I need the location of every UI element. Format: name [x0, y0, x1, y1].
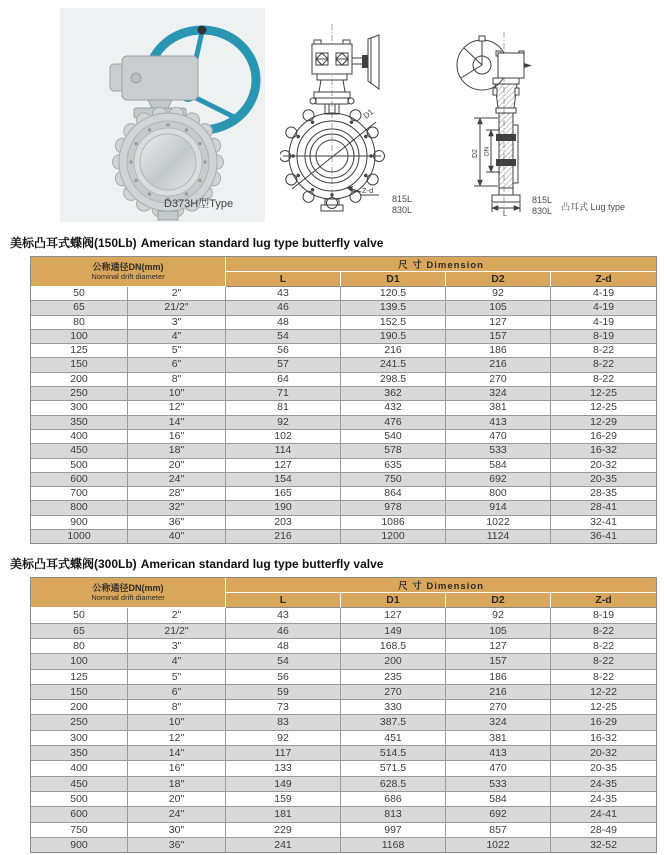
table-cell: 381 — [446, 731, 551, 746]
l-dim-label: L — [503, 211, 507, 218]
table-cell: 80 — [31, 316, 128, 330]
table2-header — [31, 578, 656, 608]
table-cell: 12-25 — [551, 401, 656, 415]
table-cell: 692 — [446, 807, 551, 822]
table-cell: 83 — [226, 715, 341, 730]
table-cell: 12" — [128, 731, 226, 746]
table-cell: 127 — [226, 459, 341, 473]
table-row — [31, 838, 656, 852]
table-cell: 270 — [341, 685, 446, 700]
table-cell: 298.5 — [341, 373, 446, 387]
table-cell: 16" — [128, 430, 226, 444]
table1-title-en: American standard lug type butterfly valve — [140, 236, 384, 250]
table-cell: 159 — [226, 792, 341, 807]
table-cell: 190 — [226, 501, 341, 515]
gearbox — [110, 56, 198, 100]
table-row — [31, 287, 656, 301]
table-cell: 362 — [341, 387, 446, 401]
table-cell: 413 — [446, 746, 551, 761]
table-cell: 21/2" — [128, 301, 226, 315]
table-cell: 127 — [446, 639, 551, 654]
table-cell: 692 — [446, 473, 551, 487]
table-cell: 1022 — [446, 516, 551, 530]
table-row — [31, 430, 656, 444]
table-cell: 800 — [446, 487, 551, 501]
table-cell: 125 — [31, 670, 128, 685]
table1-title — [10, 236, 664, 251]
table-cell: 229 — [226, 823, 341, 838]
table-cell: 476 — [341, 416, 446, 430]
table-cell: 43 — [226, 608, 341, 623]
table-cell: 24" — [128, 473, 226, 487]
table-cell: 8-22 — [551, 373, 656, 387]
table-cell: 165 — [226, 487, 341, 501]
table-cell: 270 — [446, 700, 551, 715]
table-cell: 186 — [446, 344, 551, 358]
table-cell: 12-22 — [551, 685, 656, 700]
col-header-d2: D2 — [446, 593, 551, 608]
table-row — [31, 530, 656, 543]
table-cell: 105 — [446, 301, 551, 315]
table-cell: 157 — [446, 654, 551, 669]
table-cell: 1168 — [341, 838, 446, 852]
table-row — [31, 330, 656, 344]
dn-dim-label: DN — [483, 146, 491, 156]
table-cell: 250 — [31, 715, 128, 730]
table-row — [31, 731, 656, 746]
table2-title — [10, 557, 664, 572]
table-cell: 92 — [446, 608, 551, 623]
col-header-l: L — [226, 593, 341, 608]
table-cell: 157 — [446, 330, 551, 344]
table-cell: 241.5 — [341, 358, 446, 372]
table-cell: 28" — [128, 487, 226, 501]
table-cell: 14" — [128, 746, 226, 761]
table-cell: 18" — [128, 444, 226, 458]
table-cell: 56 — [226, 670, 341, 685]
table-cell: 540 — [341, 430, 446, 444]
table-row — [31, 373, 656, 387]
col-header-zd: Z-d — [551, 593, 656, 608]
table-cell: 4" — [128, 330, 226, 344]
table-cell: 8-22 — [551, 624, 656, 639]
handwheel-icon — [352, 35, 379, 89]
table-cell: 20-32 — [551, 459, 656, 473]
table-cell: 514.5 — [341, 746, 446, 761]
table-cell: 450 — [31, 444, 128, 458]
table2-title-cn: 美标凸耳式蝶阀(300Lb) — [10, 557, 137, 572]
table-cell: 16-29 — [551, 715, 656, 730]
table-cell: 64 — [226, 373, 341, 387]
table-cell: 28-49 — [551, 823, 656, 838]
table-cell: 54 — [226, 654, 341, 669]
table-cell: 4-19 — [551, 287, 656, 301]
table-cell: 5" — [128, 344, 226, 358]
table-cell: 16-32 — [551, 444, 656, 458]
table-cell: 181 — [226, 807, 341, 822]
table-row — [31, 344, 656, 358]
lug-type-label: 凸耳式 Lug type — [561, 202, 626, 212]
table-cell: 139.5 — [341, 301, 446, 315]
table-cell: 270 — [446, 373, 551, 387]
table-row — [31, 444, 656, 458]
table-cell: 81 — [226, 401, 341, 415]
col-header-d2: D2 — [446, 272, 551, 287]
table-cell: 20-35 — [551, 473, 656, 487]
table-row — [31, 416, 656, 430]
table-row — [31, 301, 656, 315]
table-cell: 450 — [31, 777, 128, 792]
table-cell: 133 — [226, 761, 341, 776]
table-cell: 65 — [31, 301, 128, 315]
table-cell: 584 — [446, 792, 551, 807]
spec-table-150lb — [30, 256, 657, 544]
table-cell: 750 — [341, 473, 446, 487]
table-cell: 92 — [226, 416, 341, 430]
model-815l: 815L — [392, 194, 413, 204]
table-cell: 105 — [446, 624, 551, 639]
table-cell: 1022 — [446, 838, 551, 852]
table-cell: 8" — [128, 700, 226, 715]
table-cell: 8-22 — [551, 358, 656, 372]
table-cell: 92 — [226, 731, 341, 746]
table-cell: 432 — [341, 401, 446, 415]
table-cell: 150 — [31, 685, 128, 700]
table-cell: 48 — [226, 639, 341, 654]
table-cell: 20-32 — [551, 746, 656, 761]
table-cell: 10" — [128, 387, 226, 401]
table-cell: 3" — [128, 316, 226, 330]
table-cell: 533 — [446, 444, 551, 458]
table-cell: 50 — [31, 287, 128, 301]
dn-header-en: Nominal drift diameter — [91, 593, 165, 603]
table-cell: 1124 — [446, 530, 551, 543]
table-cell: 57 — [226, 358, 341, 372]
table-row — [31, 670, 656, 685]
table-cell: 154 — [226, 473, 341, 487]
table-cell: 813 — [341, 807, 446, 822]
table1-header — [31, 257, 656, 287]
model-830l: 830L — [532, 205, 553, 216]
table-cell: 451 — [341, 731, 446, 746]
col-header-l: L — [226, 272, 341, 287]
table-cell: 200 — [341, 654, 446, 669]
table2-body — [31, 608, 656, 852]
table-cell: 10" — [128, 715, 226, 730]
table-cell: 216 — [226, 530, 341, 543]
table-cell: 24-41 — [551, 807, 656, 822]
table-cell: 700 — [31, 487, 128, 501]
table-cell: 46 — [226, 301, 341, 315]
table-cell: 114 — [226, 444, 341, 458]
table-row — [31, 654, 656, 669]
table-cell: 16" — [128, 761, 226, 776]
table-row — [31, 473, 656, 487]
d1-dim-label: D1 — [361, 107, 376, 121]
table-cell: 571.5 — [341, 761, 446, 776]
table-cell: 71 — [226, 387, 341, 401]
dimension-header: 尺 寸 Dimension — [226, 578, 656, 593]
table-cell: 28-41 — [551, 501, 656, 515]
table-cell: 80 — [31, 639, 128, 654]
dn-header-cn: 公称通径DN(mm) — [92, 583, 164, 594]
table-cell: 50 — [31, 608, 128, 623]
table-row — [31, 639, 656, 654]
table-cell: 16-29 — [551, 430, 656, 444]
table-row — [31, 792, 656, 807]
table-cell: 1000 — [31, 530, 128, 543]
table-cell: 117 — [226, 746, 341, 761]
table-cell: 216 — [446, 685, 551, 700]
table-cell: 125 — [31, 344, 128, 358]
table-cell: 4-19 — [551, 301, 656, 315]
model-830l: 830L — [392, 204, 413, 215]
table-row — [31, 358, 656, 372]
table-cell: 200 — [31, 373, 128, 387]
table-cell: 12-25 — [551, 387, 656, 401]
photo-type-label: D373H型Type — [164, 198, 234, 210]
table-cell: 73 — [226, 700, 341, 715]
table-cell: 6" — [128, 358, 226, 372]
table-cell: 300 — [31, 731, 128, 746]
table-row — [31, 624, 656, 639]
table-cell: 3" — [128, 639, 226, 654]
table-row — [31, 608, 656, 623]
table1-body — [31, 287, 656, 543]
table-cell: 32-41 — [551, 516, 656, 530]
table-row — [31, 501, 656, 515]
dn-header-cn: 公称通径DN(mm) — [92, 262, 164, 272]
valve-photo — [60, 8, 265, 222]
table-cell: 1086 — [341, 516, 446, 530]
table-cell: 750 — [31, 823, 128, 838]
table-cell: 4-19 — [551, 316, 656, 330]
table-cell: 2" — [128, 287, 226, 301]
dn-header — [31, 257, 226, 287]
table-cell: 8-22 — [551, 670, 656, 685]
table-cell: 978 — [341, 501, 446, 515]
table-row — [31, 746, 656, 761]
table-cell: 56 — [226, 344, 341, 358]
table-cell: 500 — [31, 459, 128, 473]
table-cell: 800 — [31, 501, 128, 515]
table-cell: 628.5 — [341, 777, 446, 792]
table-cell: 43 — [226, 287, 341, 301]
table-cell: 14" — [128, 416, 226, 430]
table-cell: 857 — [446, 823, 551, 838]
table-cell: 2" — [128, 608, 226, 623]
zd-dim-label: Z-d — [362, 186, 374, 195]
table-cell: 59 — [226, 685, 341, 700]
table-cell: 8" — [128, 373, 226, 387]
table-cell: 381 — [446, 401, 551, 415]
table-cell: 36" — [128, 516, 226, 530]
table-cell: 12-29 — [551, 416, 656, 430]
table-row — [31, 316, 656, 330]
table-row — [31, 401, 656, 415]
table1-title-cn: 美标凸耳式蝶阀(150Lb) — [10, 236, 137, 250]
col-header-d1: D1 — [341, 272, 446, 287]
table-cell: 533 — [446, 777, 551, 792]
table-row — [31, 516, 656, 530]
table-cell: 350 — [31, 746, 128, 761]
table-cell: 241 — [226, 838, 341, 852]
table-cell: 102 — [226, 430, 341, 444]
table-cell: 24-35 — [551, 777, 656, 792]
table-cell: 12" — [128, 401, 226, 415]
table-cell: 28-35 — [551, 487, 656, 501]
table-cell: 20" — [128, 459, 226, 473]
table-cell: 216 — [446, 358, 551, 372]
table-cell: 120.5 — [341, 287, 446, 301]
table2-title-en: American standard lug type butterfly valve — [140, 557, 384, 572]
table-cell: 6" — [128, 685, 226, 700]
table-cell: 20-35 — [551, 761, 656, 776]
table-cell: 54 — [226, 330, 341, 344]
table-cell: 168.5 — [341, 639, 446, 654]
table-cell: 686 — [341, 792, 446, 807]
table-row — [31, 487, 656, 501]
table-cell: 400 — [31, 761, 128, 776]
table-cell: 32-52 — [551, 838, 656, 852]
dn-header — [31, 578, 226, 608]
dn-header-en: Nominal drift diameter — [91, 272, 165, 281]
table-cell: 12-25 — [551, 700, 656, 715]
table-cell: 216 — [341, 344, 446, 358]
table-cell: 500 — [31, 792, 128, 807]
table-cell: 1200 — [341, 530, 446, 543]
table-cell: 8-22 — [551, 639, 656, 654]
front-view-drawing — [280, 18, 405, 218]
table-cell: 387.5 — [341, 715, 446, 730]
table-cell: 300 — [31, 401, 128, 415]
front-view-models — [392, 194, 412, 215]
drawings-strip — [0, 0, 664, 231]
col-header-zd: Z-d — [551, 272, 656, 287]
table-cell: 5" — [128, 670, 226, 685]
table-cell: 470 — [446, 430, 551, 444]
table-cell: 65 — [31, 624, 128, 639]
table-cell: 92 — [446, 287, 551, 301]
table-cell: 914 — [446, 501, 551, 515]
table-cell: 100 — [31, 330, 128, 344]
table-cell: 150 — [31, 358, 128, 372]
table-cell: 8-19 — [551, 608, 656, 623]
table-cell: 149 — [341, 624, 446, 639]
table-cell: 186 — [446, 670, 551, 685]
table-cell: 4" — [128, 654, 226, 669]
table-cell: 149 — [226, 777, 341, 792]
table-cell: 200 — [31, 700, 128, 715]
table-cell: 330 — [341, 700, 446, 715]
table-row — [31, 761, 656, 776]
table-cell: 127 — [446, 316, 551, 330]
table-cell: 46 — [226, 624, 341, 639]
table-cell: 350 — [31, 416, 128, 430]
table-row — [31, 777, 656, 792]
table-cell: 36-41 — [551, 530, 656, 543]
table-cell: 584 — [446, 459, 551, 473]
table-cell: 16-32 — [551, 731, 656, 746]
table-cell: 203 — [226, 516, 341, 530]
table-cell: 127 — [341, 608, 446, 623]
table-row — [31, 459, 656, 473]
table-cell: 324 — [446, 387, 551, 401]
table-row — [31, 700, 656, 715]
table-cell: 48 — [226, 316, 341, 330]
table-cell: 8-22 — [551, 344, 656, 358]
side-view-models — [532, 195, 552, 216]
table-cell: 24" — [128, 807, 226, 822]
model-815l: 815L — [532, 195, 553, 205]
table-cell: 635 — [341, 459, 446, 473]
table-row — [31, 685, 656, 700]
table-row — [31, 823, 656, 838]
col-header-d1: D1 — [341, 593, 446, 608]
spec-table-300lb — [30, 577, 657, 853]
table-cell: 24-35 — [551, 792, 656, 807]
table-cell: 600 — [31, 473, 128, 487]
dimension-header: 尺 寸 Dimension — [226, 257, 656, 272]
table-cell: 413 — [446, 416, 551, 430]
d2-dim-label: D2 — [472, 149, 479, 158]
table-cell: 235 — [341, 670, 446, 685]
table-cell: 600 — [31, 807, 128, 822]
table-row — [31, 715, 656, 730]
table-cell: 100 — [31, 654, 128, 669]
side-view-drawing — [440, 18, 565, 218]
table-cell: 578 — [341, 444, 446, 458]
table-cell: 997 — [341, 823, 446, 838]
table-cell: 8-22 — [551, 654, 656, 669]
table-cell: 324 — [446, 715, 551, 730]
table-cell: 152.5 — [341, 316, 446, 330]
table-cell: 190.5 — [341, 330, 446, 344]
table-row — [31, 387, 656, 401]
table-cell: 20" — [128, 792, 226, 807]
table-cell: 18" — [128, 777, 226, 792]
table-cell: 30" — [128, 823, 226, 838]
table-cell: 40" — [128, 530, 226, 543]
table-cell: 250 — [31, 387, 128, 401]
table-cell: 21/2" — [128, 624, 226, 639]
table-cell: 900 — [31, 838, 128, 852]
table-cell: 36" — [128, 838, 226, 852]
table-cell: 900 — [31, 516, 128, 530]
table-cell: 8-19 — [551, 330, 656, 344]
table-cell: 470 — [446, 761, 551, 776]
table-cell: 864 — [341, 487, 446, 501]
table-cell: 400 — [31, 430, 128, 444]
table-cell: 32" — [128, 501, 226, 515]
table-row — [31, 807, 656, 822]
